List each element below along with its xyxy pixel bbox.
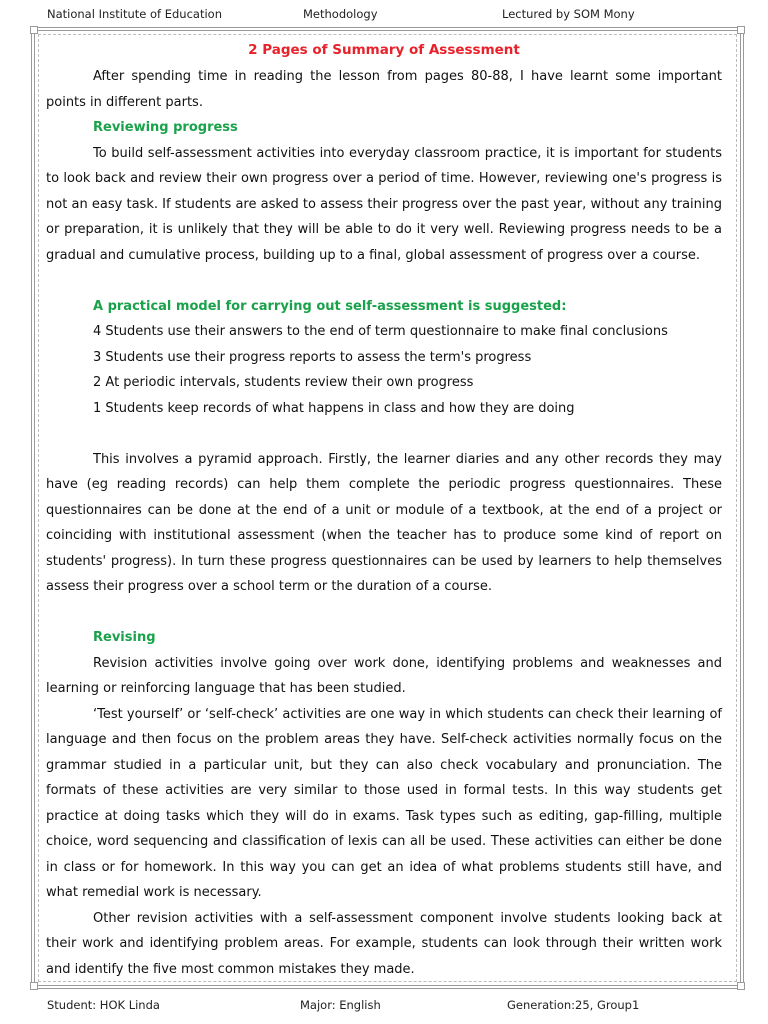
spacer <box>46 268 722 294</box>
document-title: 2 Pages of Summary of Assessment <box>248 42 520 58</box>
border-corner <box>30 982 38 990</box>
border-corner <box>737 26 745 34</box>
heading-reviewing-progress: Reviewing progress <box>93 120 238 135</box>
revising-paragraph-2: ‘Test yourself’ or ‘self-check’ activities are one way in which students can check their learning of language and then focus on the problem areas they have. Self-check activities normally focus on the grammar studied in a particular unit, but they can also check vocabulary and pronunciation. The formats of these activities are very similar to those used in formal tests. In this way students get practice at doing tasks which they will do in exams. Task types such as editing, gap-filling, multiple choice, word sequencing and classification of lexis can all be used. These activities can either be done in class or for homework. In this way you can get an idea of what problems students still have, and what remedial work is necessary. <box>46 706 722 900</box>
header-institute: National Institute of Education <box>47 7 222 21</box>
footer-generation: Generation:25, Group1 <box>507 998 640 1012</box>
border-corner <box>737 982 745 990</box>
list-item: 4 Students use their answers to the end of term questionnaire to make final conclusions <box>93 324 668 339</box>
list-item: 2 At periodic intervals, students review their own progress <box>93 375 474 390</box>
header-lecturer: Lectured by SOM Mony <box>502 7 635 21</box>
border-corner <box>30 26 38 34</box>
list-item: 1 Students keep records of what happens in class and how they are doing <box>93 400 575 416</box>
footer-student: Student: HOK Linda <box>47 998 160 1012</box>
intro-paragraph: After spending time in reading the lesson from pages 80-88, I have learnt some important points in different parts. <box>46 69 722 110</box>
heading-revising: Revising <box>93 630 156 645</box>
list-item: 3 Students use their progress reports to assess the term's progress <box>93 349 532 365</box>
spacer <box>46 600 722 626</box>
reviewing-progress-paragraph: To build self-assessment activities into everyday classroom practice, it is important for students to look back and review their own progress over a period of time. However, reviewing one's progress is not an easy task. If students are asked to assess their progress over the past year, without any training or preparation, it is unlikely that they will be able to do it very well. Reviewing progress needs to be a gradual and cumulative process, building up to a final, global assessment of progress over a course. <box>46 145 722 263</box>
document-body <box>46 40 722 982</box>
revising-paragraph-1: Revision activities involve going over work done, identifying problems and weaknesses and learning or reinforcing language that has been studied. <box>46 655 722 696</box>
heading-practical-model: A practical model for carrying out self-assessment is suggested: <box>93 298 567 314</box>
footer-major: Major: English <box>300 998 381 1012</box>
spacer <box>46 421 722 447</box>
header-subject: Methodology <box>303 7 378 21</box>
revising-paragraph-3: Other revision activities with a self-assessment component involve students looking back at their work and identifying problem areas. For example, students can look through their written work and identify the five most common mistakes they made. <box>46 910 722 977</box>
pyramid-paragraph: This involves a pyramid approach. Firstly, the learner diaries and any other records they may have (eg reading records) can help them complete the periodic progress questionnaires. These questionnaires can be done at the end of a unit or module of a textbook, at the end of a project or coinciding with institutional assessment (when the teacher has to produce some kind of report on students' progress). In turn these progress questionnaires can be used by learners to help themselves assess their progress over a school term or the duration of a course. <box>46 451 722 594</box>
